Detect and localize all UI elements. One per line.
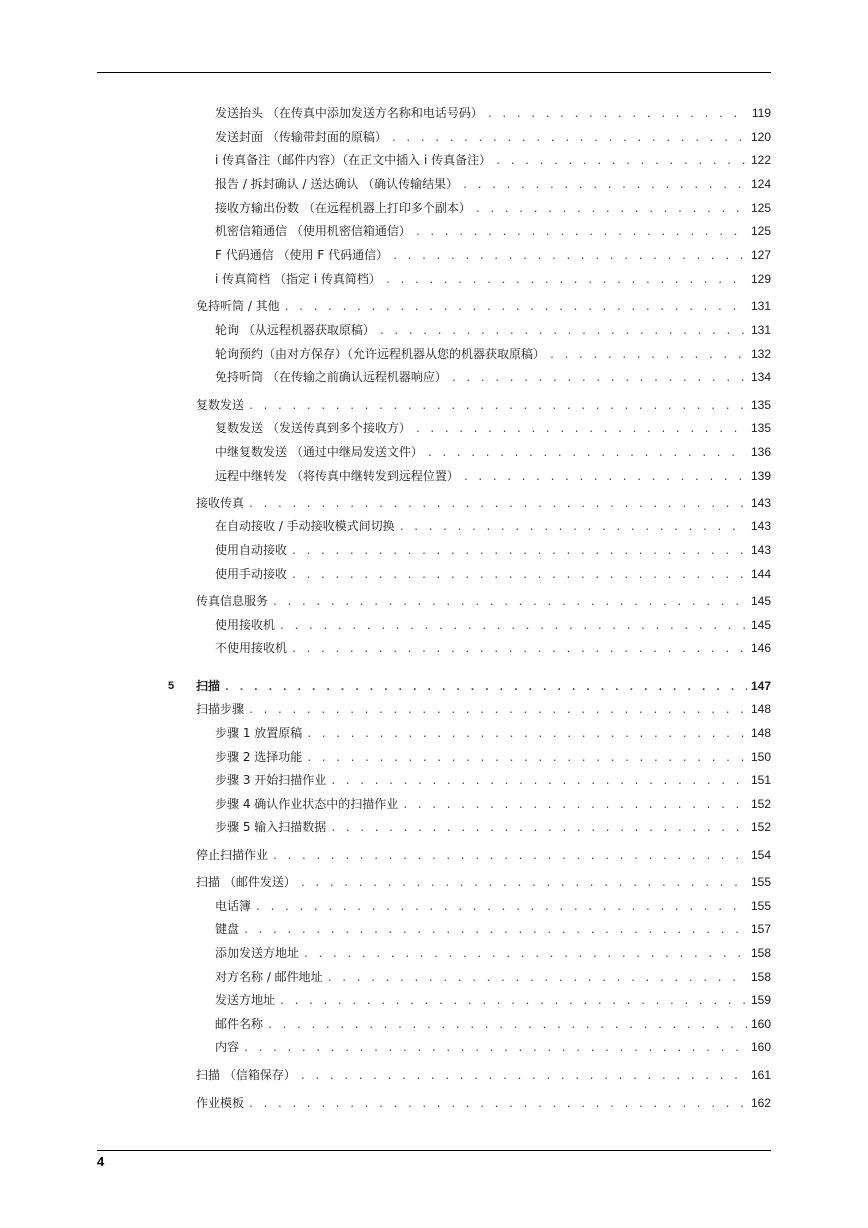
toc-entry-title: 扫描步骤: [196, 702, 245, 716]
toc-entry-title: 键盘: [215, 922, 240, 936]
toc-entry-page: 161: [750, 1068, 771, 1082]
toc-entry-page: 154: [750, 848, 771, 862]
dot-leader: [392, 248, 747, 266]
dot-leader: [248, 702, 747, 720]
toc-entry[interactable]: [0, 1066, 771, 1084]
toc-entry[interactable]: [0, 616, 771, 634]
toc-entry-title: 停止扫描作业: [196, 848, 269, 862]
dot-leader: [243, 1040, 747, 1058]
toc-entry[interactable]: [0, 297, 771, 315]
toc-entry-page: 146: [750, 641, 771, 655]
toc-entry-page: 134: [750, 370, 771, 384]
toc-entry-page: 147: [750, 679, 771, 693]
dot-leader: [279, 618, 747, 636]
dot-leader: [306, 726, 747, 744]
toc-entry-page: 150: [750, 750, 771, 764]
dot-leader: [248, 1096, 747, 1114]
toc-entry-title: 发送抬头 （在传真中添加发送方名称和电话号码）: [215, 106, 483, 120]
dot-leader: [330, 773, 747, 791]
toc-entry-page: 151: [750, 773, 771, 787]
toc-entry-title: 步骤 4 确认作业状态中的扫描作业: [215, 797, 399, 811]
toc-entry-page: 145: [750, 594, 771, 608]
toc-entry-title: F 代码通信 （使用 F 代码通信）: [215, 248, 389, 262]
toc-entry-title: 在自动接收 / 手动接收模式间切换: [215, 519, 395, 533]
toc-entry-page: 155: [750, 875, 771, 889]
dot-leader: [300, 875, 747, 893]
toc-entry[interactable]: [0, 345, 771, 363]
toc-entry-page: 160: [750, 1040, 771, 1054]
toc-entry-title: 内容: [215, 1040, 240, 1054]
dot-leader: [399, 519, 747, 537]
dot-leader: [291, 641, 747, 659]
toc-entry[interactable]: [0, 541, 771, 559]
toc-entry-title: 使用自动接收: [215, 543, 288, 557]
toc-entry-title: 使用手动接收: [215, 567, 288, 581]
toc-entry-page: 135: [750, 421, 771, 435]
toc-entry-page: 143: [750, 519, 771, 533]
toc-entry-page: 157: [750, 922, 771, 936]
dot-leader: [451, 370, 747, 388]
toc-entry[interactable]: [0, 700, 771, 718]
toc-entry-title: 发送封面 （传输带封面的原稿）: [215, 130, 387, 144]
dot-leader: [303, 946, 747, 964]
toc-entry[interactable]: [0, 128, 771, 146]
toc-entry[interactable]: [0, 944, 771, 962]
toc-entry[interactable]: [0, 419, 771, 437]
toc-entry-title: 免持听筒 / 其他: [196, 299, 280, 313]
toc-entry[interactable]: [0, 1094, 771, 1112]
toc-entry-page: 155: [750, 899, 771, 913]
toc-entry-title: 步骤 2 选择功能: [215, 750, 303, 764]
toc-entry-page: 139: [750, 469, 771, 483]
dot-leader: [402, 797, 747, 815]
toc-entry-title: 扫描 （邮件发送）: [196, 875, 296, 889]
toc-entry[interactable]: [0, 175, 771, 193]
dot-leader: [379, 323, 747, 341]
toc-entry[interactable]: [0, 321, 771, 339]
toc-entry-title: 步骤 3 开始扫描作业: [215, 773, 327, 787]
toc-entry-page: 143: [750, 543, 771, 557]
dot-leader: [291, 567, 747, 585]
toc-entry[interactable]: [0, 467, 771, 485]
toc-entry-title: 中继复数发送 （通过中继局发送文件）: [215, 445, 423, 459]
toc-entry[interactable]: [0, 771, 771, 789]
toc-entry[interactable]: [0, 517, 771, 535]
toc-entry-title: 接收传真: [196, 496, 245, 510]
toc-entry-title: i 传真备注（邮件内容）（在正文中插入 i 传真备注）: [215, 153, 492, 167]
toc-entry[interactable]: [0, 795, 771, 813]
toc-entry-title: 作业模板: [196, 1096, 245, 1110]
toc-entry-title: 复数发送: [196, 398, 245, 412]
toc-entry-title: 发送方地址: [215, 993, 276, 1007]
toc-entry-title: 添加发送方地址: [215, 946, 300, 960]
dot-leader: [272, 848, 747, 866]
toc-entry-page: 125: [750, 201, 771, 215]
dot-leader: [415, 421, 747, 439]
toc-entry[interactable]: [0, 897, 771, 915]
dot-leader: [291, 543, 747, 561]
toc-chapter-entry[interactable]: [0, 677, 771, 695]
dot-leader: [427, 445, 747, 463]
dot-leader: [306, 750, 747, 768]
dot-leader: [300, 1068, 747, 1086]
dot-leader: [248, 398, 747, 416]
toc-entry[interactable]: [0, 565, 771, 583]
toc-entry-title: 扫描 （信箱保存）: [196, 1068, 296, 1082]
toc-entry-title: 传真信息服务: [196, 594, 269, 608]
dot-leader: [415, 224, 747, 242]
toc-entry-title: 扫描: [196, 679, 221, 693]
toc-entry-page: 152: [750, 797, 771, 811]
toc-entry-page: 158: [750, 946, 771, 960]
dot-leader: [462, 177, 747, 195]
dot-leader: [224, 679, 747, 697]
toc-entry-title: 轮询 （从远程机器获取原稿）: [215, 323, 375, 337]
dot-leader: [272, 594, 747, 612]
toc-entry-page: 122: [750, 153, 771, 167]
dot-leader: [487, 106, 748, 124]
dot-leader: [279, 993, 747, 1011]
dot-leader: [495, 153, 747, 171]
dot-leader: [248, 496, 747, 514]
toc-entry-title: 机密信箱通信 （使用机密信箱通信）: [215, 224, 411, 238]
toc-entry-page: 158: [750, 970, 771, 984]
toc-entry-title: 免持听筒 （在传输之前确认远程机器响应）: [215, 370, 447, 384]
toc-entry-title: 远程中继转发 （将传真中继转发到远程位置）: [215, 469, 459, 483]
toc-entry[interactable]: [0, 222, 771, 240]
toc-entry-page: 131: [750, 323, 771, 337]
toc-entry[interactable]: [0, 396, 771, 414]
dot-leader: [330, 820, 747, 838]
footer-rule: [97, 1150, 771, 1151]
toc-entry[interactable]: [0, 151, 771, 169]
toc-entry[interactable]: [0, 991, 771, 1009]
toc-entry-title: i 传真简档 （指定 i 传真简档）: [215, 272, 381, 286]
toc-entry[interactable]: [0, 873, 771, 891]
toc-entry[interactable]: [0, 1015, 771, 1033]
dot-leader: [327, 970, 747, 988]
page-number: 4: [97, 1154, 105, 1169]
dot-leader: [391, 130, 747, 148]
toc-entry[interactable]: [0, 270, 771, 288]
toc-entry-page: 162: [750, 1096, 771, 1110]
toc-entry-page: 125: [750, 224, 771, 238]
dot-leader: [284, 299, 747, 317]
dot-leader: [255, 899, 747, 917]
toc-entry-title: 复数发送 （发送传真到多个接收方）: [215, 421, 411, 435]
toc-entry[interactable]: [0, 592, 771, 610]
toc-entry-page: 145: [750, 618, 771, 632]
toc-entry-page: 131: [750, 299, 771, 313]
toc-entry[interactable]: [0, 1038, 771, 1056]
toc-entry-page: 143: [750, 496, 771, 510]
toc-entry-title: 接收方输出份数 （在远程机器上打印多个副本）: [215, 201, 471, 215]
toc-entry-title: 步骤 5 输入扫描数据: [215, 820, 327, 834]
toc-entry[interactable]: [0, 494, 771, 512]
toc-entry[interactable]: [0, 104, 771, 122]
toc-entry-title: 报告 / 拆封确认 / 送达确认 （确认传输结果）: [215, 177, 459, 191]
dot-leader: [243, 922, 747, 940]
toc-entry-title: 邮件名称: [215, 1017, 264, 1031]
toc-entry-page: 160: [750, 1017, 771, 1031]
toc-entry-page: 144: [750, 567, 771, 581]
dot-leader: [475, 201, 747, 219]
toc-entry-page: 159: [750, 993, 771, 1007]
toc-entry-title: 电话簿: [215, 899, 252, 913]
toc-entry-page: 129: [750, 272, 771, 286]
toc-entry-page: 120: [750, 130, 771, 144]
toc-entry-title: 对方名称 / 邮件地址: [215, 970, 323, 984]
toc-entry[interactable]: [0, 443, 771, 461]
toc-entry-page: 152: [750, 820, 771, 834]
toc-entry-page: 136: [750, 445, 771, 459]
toc-entry-page: 148: [750, 702, 771, 716]
toc-entry[interactable]: [0, 199, 771, 217]
dot-leader: [463, 469, 747, 487]
toc-entry-page: 119: [751, 106, 771, 120]
toc-entry-title: 步骤 1 放置原稿: [215, 726, 303, 740]
toc-entry-page: 148: [750, 726, 771, 740]
toc-entry-title: 使用接收机: [215, 618, 276, 632]
toc-entry-title: 不使用接收机: [215, 641, 288, 655]
header-rule: [97, 72, 771, 73]
toc-entry-page: 132: [750, 347, 771, 361]
dot-leader: [385, 272, 747, 290]
toc-entry[interactable]: [0, 748, 771, 766]
toc-entry[interactable]: [0, 368, 771, 386]
toc-entry[interactable]: [0, 846, 771, 864]
toc-entry[interactable]: [0, 246, 771, 264]
toc-entry-page: 127: [750, 248, 771, 262]
toc-entry[interactable]: [0, 920, 771, 938]
dot-leader: [549, 347, 747, 365]
toc-entry-page: 135: [750, 398, 771, 412]
toc-entry[interactable]: [0, 818, 771, 836]
toc-entry[interactable]: [0, 724, 771, 742]
toc-entry-page: 124: [750, 177, 771, 191]
dot-leader: [267, 1017, 747, 1035]
chapter-number: 5: [168, 680, 175, 692]
toc-entry[interactable]: [0, 968, 771, 986]
toc-entry[interactable]: [0, 639, 771, 657]
toc-entry-title: 轮询预约（由对方保存）（允许远程机器从您的机器获取原稿）: [215, 347, 546, 361]
